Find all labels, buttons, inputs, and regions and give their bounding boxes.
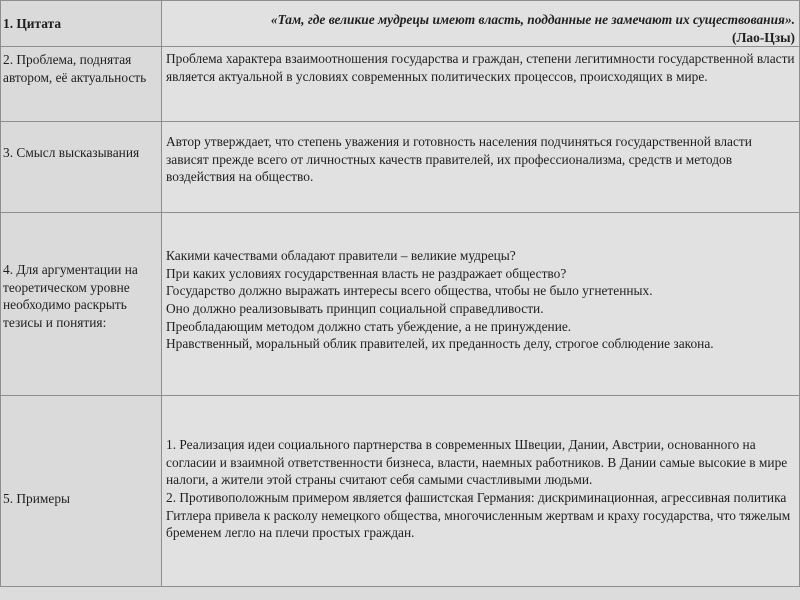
row-label-theory: 4. Для аргументации на теоретическом уровне необходимо раскрыть тезисы и понятия:: [3, 262, 138, 330]
content-cell: [162, 1, 800, 47]
theory-line: Какими качествами обладают правители – великие мудрецы?: [166, 248, 516, 264]
example-paragraph: 2. Противоположным примером является фашистская Германия: дискриминационная, агрессивная политика Гитлера привела к расколу немецкого общества, многочисленным жертвам и краху государства, что тяжелым бременем легло на плечи простых граждан.: [166, 489, 791, 541]
theory-line: Преобладающим методом должно стать убеждение, а не принуждение.: [166, 318, 572, 334]
content-cell: [162, 213, 800, 396]
theory-line: При каких условиях государственная власть не раздражает общество?: [166, 265, 567, 281]
table-row-quote: [1, 1, 800, 47]
row-label-meaning: 3. Смысл высказывания: [3, 145, 140, 161]
table-row-problem: [1, 47, 800, 122]
row-label-examples: 5. Примеры: [3, 491, 71, 507]
table-row-meaning: [1, 122, 800, 213]
label-cell: [1, 47, 162, 122]
content-cell: [162, 396, 800, 587]
content-cell: [162, 47, 800, 122]
table-row-examples: [1, 396, 800, 587]
theory-lines: [166, 213, 797, 353]
example-paragraph: 1. Реализация идеи социального партнерства в современных Швеции, Дании, Австрии, основанного на согласии и взаимной ответственности бизнеса, власти, наемных работников. В Дании самые высокие в мире налоги, а жители этой страны считают себя самыми счастливыми людьми.: [166, 437, 788, 488]
quote-text: «Там, где великие мудрецы имеют власть, подданные не замечают их существования».: [270, 12, 795, 27]
theory-line: Нравственный, моральный облик правителей, их преданность делу, строгое соблюдение закона.: [166, 336, 714, 352]
label-cell: [1, 213, 162, 396]
quote-author: (Лао-Цзы): [732, 29, 795, 45]
table-row-theory: [1, 213, 800, 396]
row-label-quote: 1. Цитата: [3, 16, 62, 31]
label-cell: [1, 1, 162, 47]
row-label-problem: 2. Проблема, поднятая автором, её актуальность: [3, 52, 147, 85]
examples-lines: [166, 396, 797, 542]
meaning-text: Автор утверждает, что степень уважения и готовность населения подчиняться государственной власти зависят прежде всего от личностных качеств правителей, их профессионализма, средств и методов воздействия на общество.: [166, 134, 752, 185]
theory-line: Оно должно реализовывать принцип социальной справедливости.: [166, 300, 544, 316]
theory-line: Государство должно выражать интересы всего общества, чтобы не было угнетенных.: [166, 283, 653, 299]
label-cell: [1, 396, 162, 587]
content-cell: [162, 122, 800, 213]
problem-text: Проблема характера взаимоотношения государства и граждан, степени легитимности государственной власти является актуальной в условиях современных политических процессов, происходящих в мире.: [166, 51, 795, 84]
label-cell: [1, 122, 162, 213]
